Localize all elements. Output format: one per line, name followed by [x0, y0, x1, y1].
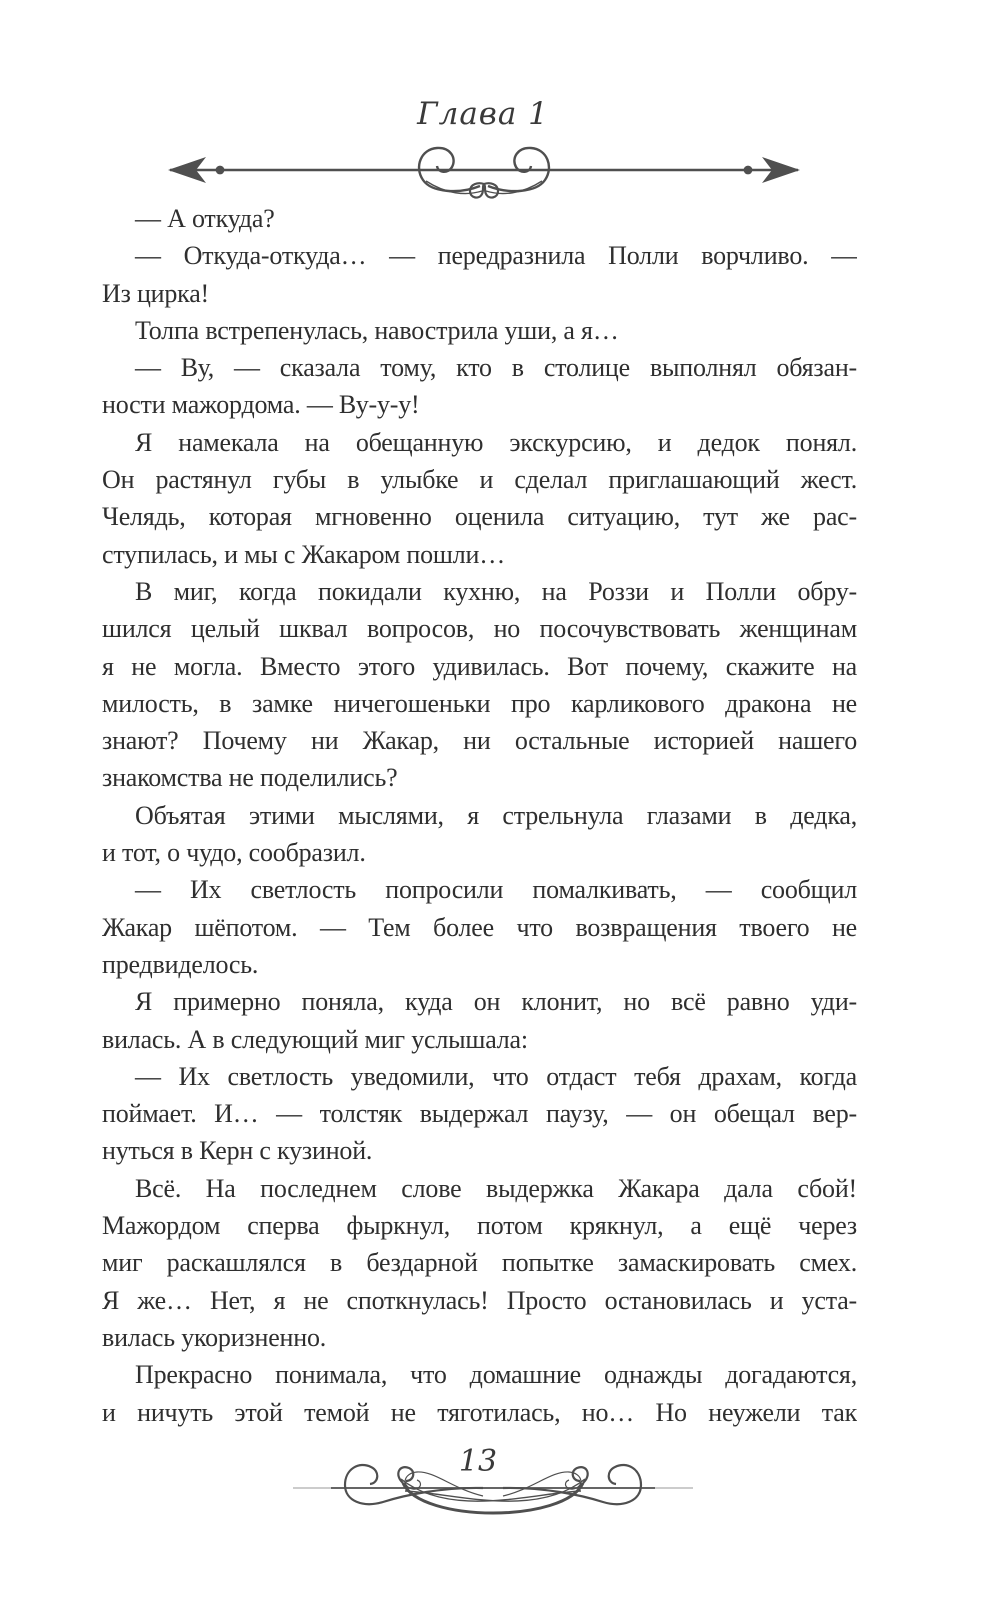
text-line: вилась укоризненно.: [102, 1322, 327, 1352]
text-line: и ничуть этой темой не тяготилась, но… Но неужели так: [102, 1397, 857, 1427]
text-line: предвиделось.: [102, 949, 259, 979]
text-line: В миг, когда покидали кухню, на Роззи и Полли обру-: [135, 576, 857, 606]
chapter-title: Глава 1: [417, 96, 549, 132]
text-line: Я примерно поняла, куда он клонит, но всё равно уди-: [135, 987, 857, 1017]
divider-dot-left: [216, 166, 225, 175]
text-line: знакомства не поделились?: [102, 763, 398, 793]
text-line: Всё. На последнем слове выдержка Жакара дала сбой!: [135, 1173, 857, 1203]
text-line: Я намекала на обещанную экскурсию, и дедок понял.: [135, 427, 857, 457]
text-line: — Их светлость уведомили, что отдаст тебя драхам, когда: [135, 1061, 857, 1091]
text-line: я не могла. Вместо этого удивилась. Вот почему, скажите на: [102, 651, 857, 681]
text-line: Толпа встрепенулась, навострила уши, а я…: [135, 315, 619, 345]
divider-dot-right: [744, 166, 753, 175]
text-line: Я же… Нет, я не споткнулась! Просто остановилась и уста-: [102, 1285, 857, 1315]
text-line: поймает. И… — толстяк выдержал паузу, — он обещал вер-: [102, 1099, 857, 1129]
text-line: знают? Почему ни Жакар, ни остальные историей нашего: [102, 726, 857, 756]
text-line: ступилась, и мы с Жакаром пошли…: [102, 539, 506, 569]
text-line: — Откуда-откуда… — передразнила Полли ворчливо. —: [135, 241, 857, 271]
text-line: вилась. А в следующий миг услышала:: [102, 1024, 528, 1054]
text-line: миг раскашлялся в бездарной попытке замаскировать смех.: [102, 1248, 857, 1278]
footer-flourish-ornament: [293, 1441, 693, 1541]
flourish-center-bowl: [398, 1467, 587, 1513]
text-line: — Ву, — сказала тому, кто в столице выполнял обязан-: [135, 353, 857, 383]
body-text: [102, 200, 857, 1431]
text-line: Он растянул губы в улыбке и сделал приглашающий жест.: [102, 465, 857, 495]
text-line: шился целый шквал вопросов, но посочувствовать женщинам: [102, 614, 857, 644]
text-line: Челядь, которая мгновенно оценила ситуацию, тут же рас-: [102, 502, 857, 532]
text-line: и тот, о чудо, сообразил.: [102, 838, 366, 868]
text-line: Мажордом сперва фыркнул, потом крякнул, а ещё через: [102, 1211, 857, 1241]
page-number: 13: [458, 1444, 498, 1479]
text-line: нуться в Керн с кузиной.: [102, 1136, 373, 1166]
text-line: ности мажордома. — Ву-у-у!: [102, 390, 420, 420]
text-line: — Их светлость попросили помалкивать, — сообщил: [135, 875, 857, 905]
text-line: Жакар шёпотом. — Тем более что возвращения твоего не: [102, 912, 857, 942]
text-line: Из цирка!: [102, 278, 210, 308]
chapter-divider-ornament: [164, 136, 804, 208]
text-line: милость, в замке ничегошеньки про карликового дракона не: [102, 688, 857, 718]
text-line: Прекрасно понимала, что домашние однажды догадаются,: [135, 1360, 857, 1390]
center-scroll-ornament: [419, 148, 549, 198]
text-line: — А откуда?: [135, 204, 275, 233]
text-line: Объятая этими мыслями, я стрельнула глазами в дедка,: [135, 800, 857, 830]
